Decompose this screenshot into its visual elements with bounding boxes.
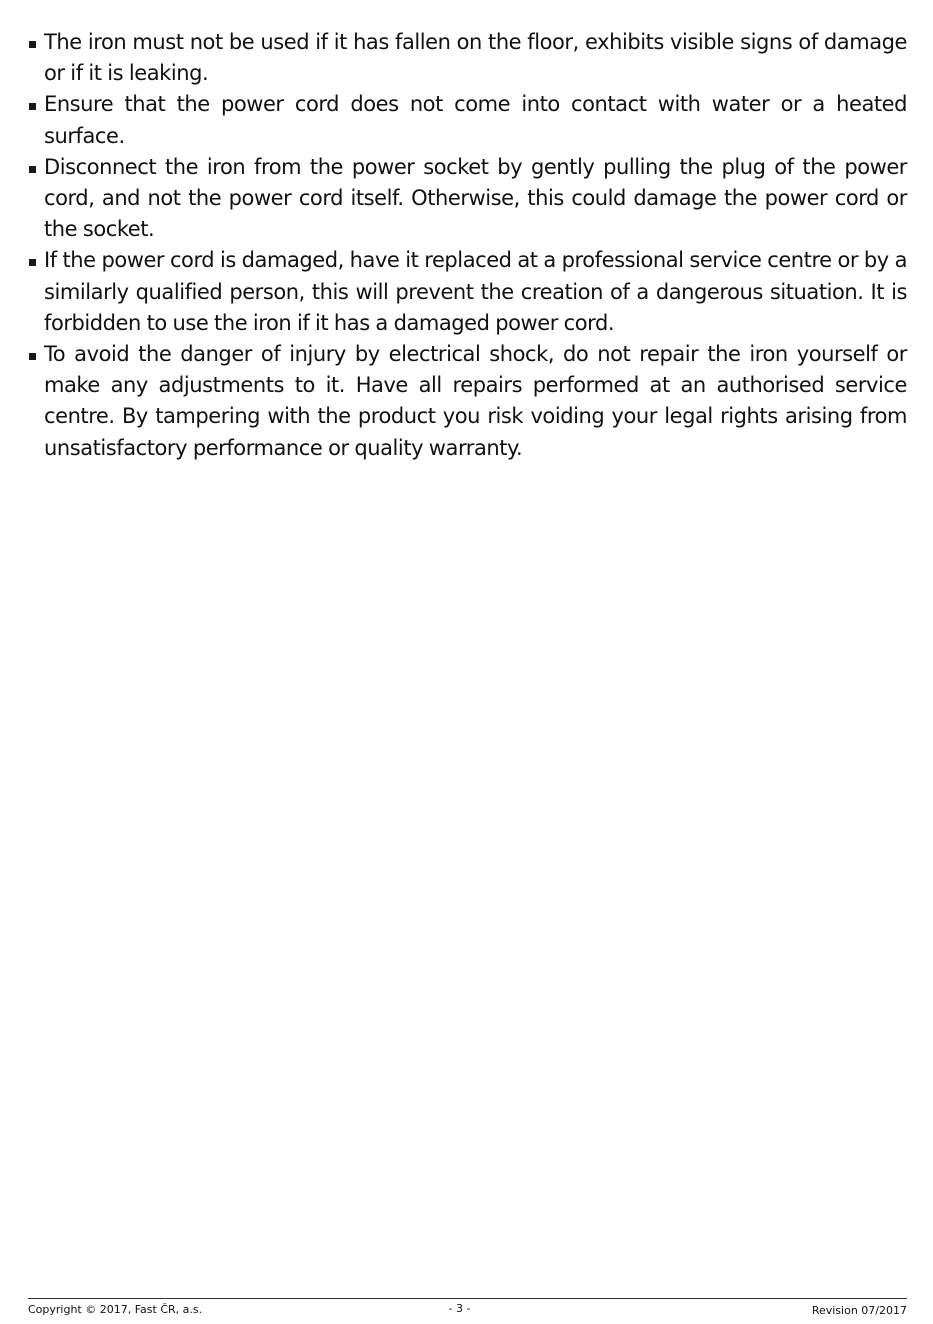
square-bullet-icon [29, 259, 36, 266]
safety-instructions [28, 27, 907, 464]
square-bullet-icon [29, 166, 36, 173]
copyright-text: Copyright © 2017, Fast ČR, a.s. [28, 1303, 203, 1316]
list-item-text: To avoid the danger of injury by electrical shock, do not repair the iron yourself or make any adjustments to it. Have all repairs performed at an authorised service centre. By tampering with the product you risk voiding your legal rights arising from unsatisfactory performance or quality warranty. [44, 342, 907, 460]
square-bullet-icon [29, 41, 36, 48]
revision-text: Revision 07/2017 [811, 1304, 907, 1317]
list-item [28, 339, 907, 464]
bullet-list [28, 27, 907, 464]
list-item [28, 27, 907, 89]
list-item-text: If the power cord is damaged, have it replaced at a professional service centre or by a similarly qualified person, this will prevent the creation of a dangerous situation. It is forbidden to use the iron if it has a damaged power cord. [44, 248, 907, 335]
page-footer [28, 1298, 907, 1319]
list-item [28, 245, 907, 339]
page-number: - 3 - [448, 1302, 471, 1315]
square-bullet-icon [29, 353, 36, 360]
list-item [28, 152, 907, 246]
list-item-text: Ensure that the power cord does not come into contact with water or a heated surface. [44, 92, 907, 148]
list-item-text: Disconnect the iron from the power socket by gently pulling the plug of the power cord, and not the power cord itself. Otherwise, this could damage the power cord or the socket. [44, 154, 907, 242]
square-bullet-icon [29, 103, 36, 110]
list-item-text: The iron must not be used if it has fallen on the floor, exhibits visible signs of damage or if it is leaking. [44, 30, 907, 86]
list-item [28, 89, 907, 151]
